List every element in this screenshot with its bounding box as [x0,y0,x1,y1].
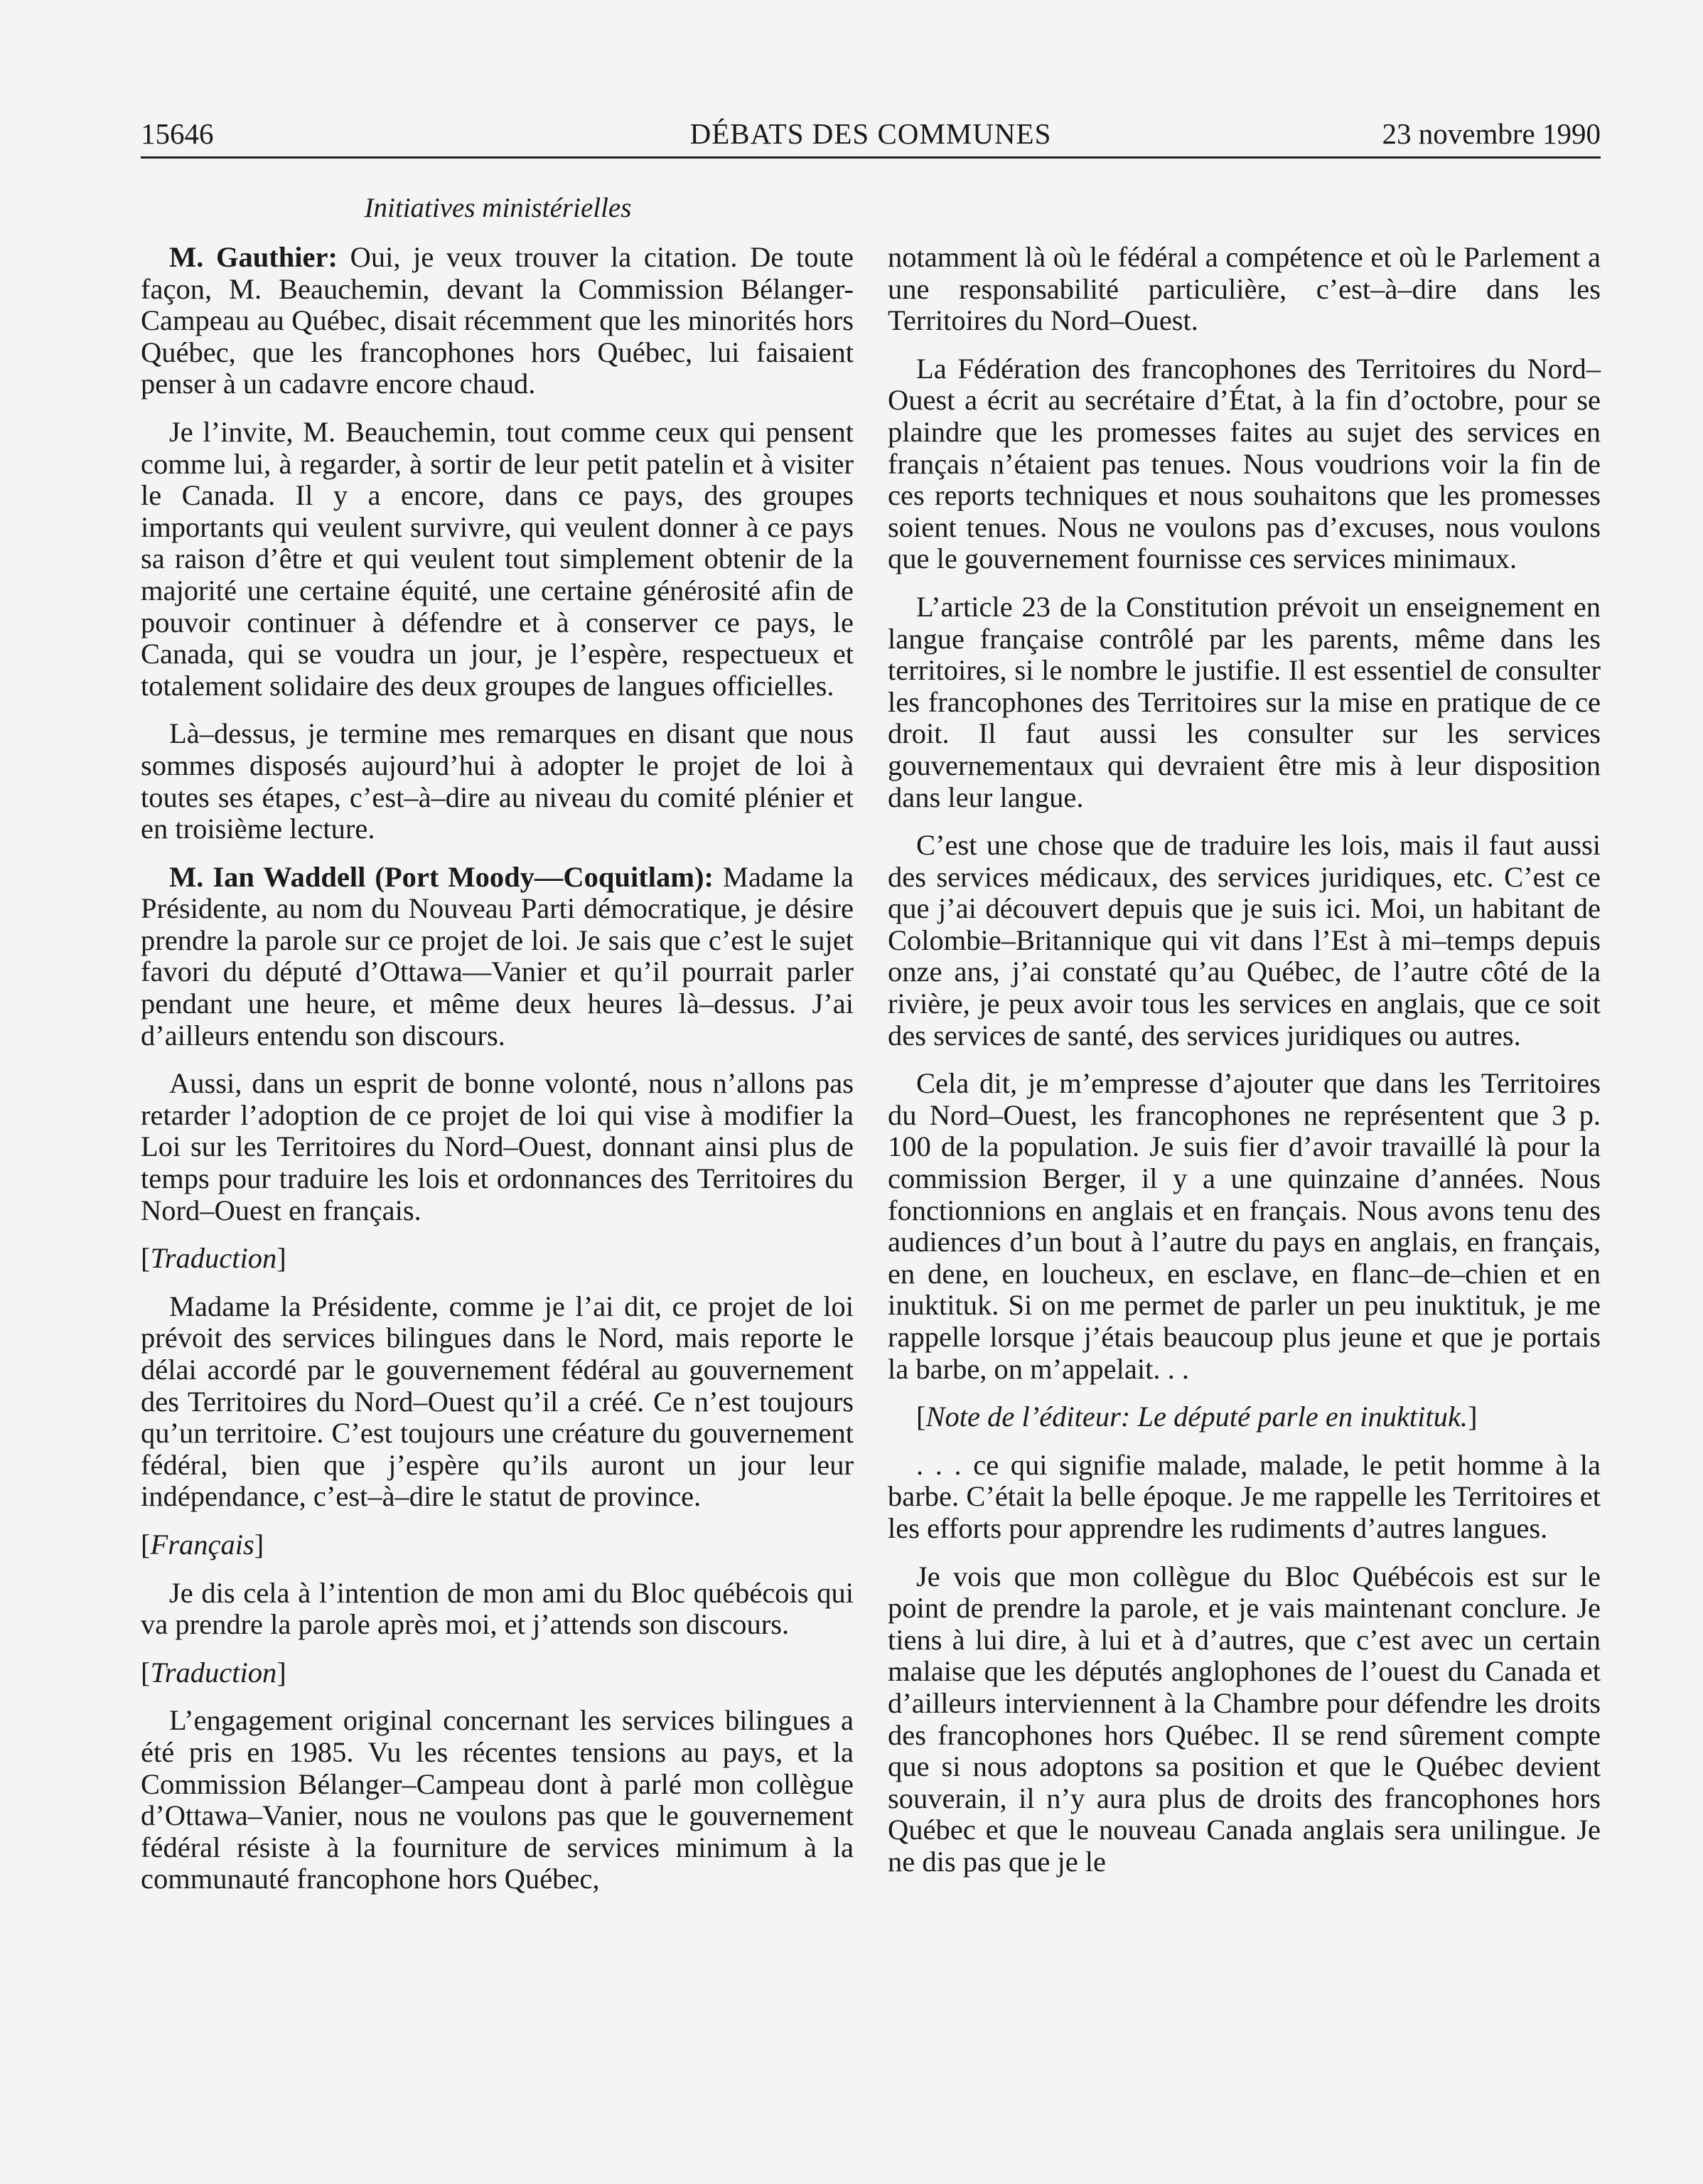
paragraph: Cela dit, je m’empresse d’ajouter que dans les Territoires du Nord–Ouest, les francophones ne représentent que 3 p. 100 de la population. Je suis fier d’avoir travaillé là pour la commission Berger, il y a une quinzaine d’années. Nous fonctionnions en anglais et en français. Nous avons tenu des audiences d’un bout à l’autre du pays en anglais, en français, en dene, en loucheux, en esclave, en flanc–de–chien et en inuktituk. Si on me permet de parler un peu inuktituk, je me rappelle lorsque j’étais beaucoup plus jeune et que je portais la barbe, on m’appelait. . . [888,1067,1601,1385]
paragraph-text: Oui, je veux trouver la citation. De toute façon, M. Beauchemin, devant la Commission Bélanger-Campeau au Québec, disait récemment que les minorités hors Québec, que les francophones hors Québec, lui faisaient penser à un cadavre encore chaud. [141,241,854,400]
paragraph: . . . ce qui signifie malade, malade, le petit homme à la barbe. C’était la belle époque. Je me rappelle les Territoires et les efforts pour apprendre les rudiments d’autres langues. [888,1448,1601,1544]
language-tag: [Français] [141,1528,264,1561]
paragraph [141,862,854,1052]
paragraph: Là–dessus, je termine mes remarques en disant que nous sommes disposés aujourd’hui à adopter le projet de loi à toutes ses étapes, c’est–à–dire au niveau du comité plénier et en troisième lecture. [141,717,854,845]
language-tag: [Traduction] [141,1656,286,1688]
language-tag-text: Traduction [150,1242,277,1275]
speaker-name: M. Gauthier: [169,241,338,273]
page-number: 15646 [141,117,214,150]
header-rule [141,156,1601,159]
paragraph: La Fédération des francophones des Territoires du Nord–Ouest a écrit au secrétaire d’État, à la fin d’octobre, pour se plaindre que les promesses faites au sujet des services en français n’étaient pas tenues. Nous voudrions voir la fin de ces reports techniques et nous souhaitons que les promesses soient tenues. Nous ne voulons pas d’excuses, nous voulons que le gouvernement fournisse ces services minimaux. [888,352,1601,575]
paragraph: Madame la Présidente, comme je l’ai dit, ce projet de loi prévoit des services bilingues dans le Nord, mais reporte le délai accordé par le gouvernement fédéral au gouvernement des Territoires du Nord–Ouest qu’il a créé. Ce n’est toujours qu’un territoire. C’est toujours une créature du gouvernement fédéral, bien que j’espère qu’ils auront un jour leur indépendance, c’est–à–dire le statut de province. [141,1290,854,1513]
page-header [141,112,1601,155]
paragraph: C’est une chose que de traduire les lois, mais il faut aussi des services médicaux, des services juridiques, etc. C’est ce que j’ai découvert depuis que je suis ici. Moi, un habitant de Colombie–Britannique qui vit dans l’Est à mi–temps depuis onze ans, j’ai constaté qu’au Québec, de l’autre côté de la rivière, je peux avoir tous les services en anglais, que ce soit des services de santé, des services juridiques ou autres. [888,829,1601,1051]
right-column [888,242,1601,1895]
paragraph: L’engagement original concernant les services bilingues a été pris en 1985. Vu les récentes tensions au pays, et la Commission Bélanger–Campeau dont à parlé mon collègue d’Ottawa–Vanier, nous ne voulons pas que le gouvernement fédéral résiste à la fourniture de services minimum à la communauté francophone hors Québec, [141,1704,854,1895]
language-tag: [Traduction] [141,1242,286,1275]
publication-date: 23 novembre 1990 [1382,117,1601,150]
speaker-name: M. Ian Waddell (Port Moody—Coquitlam): [169,860,714,893]
language-tag-text: Français [150,1528,254,1561]
paragraph: L’article 23 de la Constitution prévoit un enseignement en langue française contrôlé par les parents, même dans les territoires, si le nombre le justifie. Il est essentiel de consulter les francophones des Territoires sur la mise en pratique de ce droit. Il faut aussi les consulter sur les services gouvernementaux qui devraient être mis à leur disposition dans leur langue. [888,590,1601,813]
paragraph [141,242,854,400]
paragraph-text: Madame la Présidente, au nom du Nouveau Parti démocratique, je désire prendre la parole sur ce projet de loi. Je sais que c’est le sujet favori du député d’Ottawa—Vanier et qu’il pourrait parler pendant une heure, et même deux heures là–dessus. J’ai d’ailleurs entendu son discours. [141,860,854,1051]
paragraph: notamment là où le fédéral a compétence et où le Parlement a une responsabilité particulière, c’est–à–dire dans les Territoires du Nord–Ouest. [888,241,1601,337]
paragraph: Je vois que mon collègue du Bloc Québécois est sur le point de prendre la parole, et je vais maintenant conclure. Je tiens à lui dire, à lui et à d’autres, que c’est avec un certain malaise que les députés anglophones de l’ouest du Canada et d’ailleurs interviennent à la Chambre pour défendre les droits des francophones hors Québec. Il se rend sûrement compte que si nous adoptons sa position et que le Québec devient souverain, il n’y aura plus de droits des francophones hors Québec et que le nouveau Canada anglais sera unilingue. Je ne dis pas que je le [888,1560,1601,1878]
editor-note: [Note de l’éditeur: Le député parle en inuktituk.] [916,1401,1478,1433]
left-column [141,242,854,1912]
language-tag-text: Traduction [150,1656,277,1688]
publication-title: DÉBATS DES COMMUNES [689,117,1052,150]
editor-note-text: Note de l’éditeur: Le député parle en inuktituk. [925,1401,1468,1433]
paragraph: Je l’invite, M. Beauchemin, tout comme ceux qui pensent comme lui, à regarder, à sortir de leur petit patelin et à visiter le Canada. Il y a encore, dans ce pays, des groupes importants qui veulent survivre, qui veulent donner à ce pays sa raison d’être et qui veulent tout simplement obtenir de la majorité une certaine équité, une certaine générosité afin de pouvoir continuer à défendre et à conserver ce pays, le Canada, qui se voudra un jour, je l’espère, respectueux et totalement solidaire des deux groupes de langues officielles. [141,415,854,702]
paragraph: Aussi, dans un esprit de bonne volonté, nous n’allons pas retarder l’adoption de ce projet de loi qui vise à modifier la Loi sur les Territoires du Nord–Ouest, donnant ainsi plus de temps pour traduire les lois et ordonnances des Territoires du Nord–Ouest en français. [141,1067,854,1226]
section-heading: Initiatives ministérielles [364,193,632,223]
paragraph: Je dis cela à l’intention de mon ami du Bloc québécois qui va prendre la parole après moi, et j’attends son discours. [141,1576,854,1641]
